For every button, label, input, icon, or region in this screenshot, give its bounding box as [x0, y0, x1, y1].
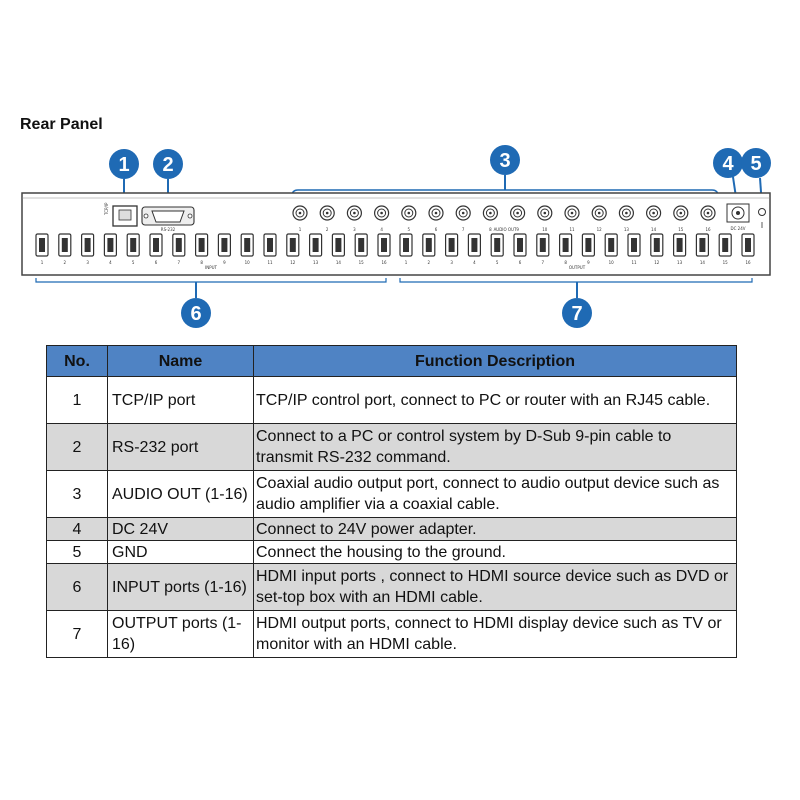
input-label: INPUT: [205, 265, 217, 270]
input-port-number: 4: [109, 260, 112, 265]
audio-port-number: 5: [407, 227, 411, 232]
input-port-number: 11: [267, 260, 273, 265]
output-port-number: 1: [404, 260, 408, 265]
row-description: TCP/IP control port, connect to PC or router with an RJ45 cable.: [254, 377, 737, 424]
audio-port-number: 2: [325, 227, 329, 232]
table-row: [47, 611, 737, 658]
output-port-number: 13: [677, 260, 683, 265]
svg-text:RS-232: RS-232: [160, 227, 176, 232]
audio-port-number: 10: [542, 227, 548, 232]
row-no: 6: [47, 564, 108, 611]
audio-port-number: 7: [461, 227, 465, 232]
row-name: INPUT ports (1-16): [108, 564, 254, 611]
svg-text:2: 2: [162, 154, 174, 176]
row-name: GND: [108, 541, 254, 564]
table-row: [47, 471, 737, 518]
row-description: Connect the housing to the ground.: [254, 541, 737, 564]
input-port-number: 5: [131, 260, 135, 265]
audio-port-number: 3: [353, 227, 356, 232]
input-port-number: 8: [200, 260, 203, 265]
audio-port-number: 4: [380, 227, 383, 232]
input-port-number: 6: [154, 260, 158, 265]
output-port-number: 14: [699, 260, 705, 265]
header-name: Name: [108, 346, 254, 377]
row-description: Connect to a PC or control system by D-Sub 9-pin cable to transmit RS-232 command.: [254, 424, 737, 471]
output-port-number: 8: [564, 260, 567, 265]
output-port-number: 9: [587, 260, 590, 265]
output-label: OUTPUT: [568, 265, 586, 270]
rear-panel-diagram: [0, 140, 800, 340]
header-no: No.: [47, 346, 108, 377]
table-header-row: [47, 346, 737, 377]
output-port-number: 6: [518, 260, 522, 265]
svg-text:DC 24V: DC 24V: [730, 226, 746, 231]
output-port-number: 15: [722, 260, 728, 265]
input-port-number: 2: [63, 260, 67, 265]
output-port-number: 2: [427, 260, 431, 265]
output-port-number: 16: [745, 260, 751, 265]
audio-port-number: 15: [678, 227, 684, 232]
output-port-number: 4: [473, 260, 476, 265]
audio-port-number: 16: [705, 227, 711, 232]
row-description: HDMI output ports, connect to HDMI display device such as TV or monitor with an HDMI cable.: [254, 611, 737, 658]
row-no: 5: [47, 541, 108, 564]
audio-port-number: 1: [298, 227, 302, 232]
callout-3: [292, 145, 718, 196]
row-description: HDMI input ports , connect to HDMI source device such as DVD or set-top box with an HDMI cable.: [254, 564, 737, 611]
input-port-number: 9: [223, 260, 226, 265]
output-port-number: 5: [495, 260, 499, 265]
row-name: TCP/IP port: [108, 377, 254, 424]
table-row: [47, 424, 737, 471]
row-description: Connect to 24V power adapter.: [254, 518, 737, 541]
row-name: DC 24V: [108, 518, 254, 541]
svg-text:TCP/IP: TCP/IP: [104, 202, 109, 215]
input-port-number: 3: [86, 260, 89, 265]
input-port-number: 7: [177, 260, 181, 265]
row-description: Coaxial audio output port, connect to audio output device such as audio amplifier via a coaxial cable.: [254, 471, 737, 518]
audio-port-number: 14: [651, 227, 657, 232]
row-no: 1: [47, 377, 108, 424]
input-port-number: 1: [40, 260, 44, 265]
svg-text:7: 7: [571, 303, 583, 325]
output-port-number: 12: [654, 260, 660, 265]
audio-port-number: 11: [569, 227, 575, 232]
row-no: 4: [47, 518, 108, 541]
callout-6: [181, 298, 211, 328]
header-description: Function Description: [254, 346, 737, 377]
callout-7: [562, 298, 592, 328]
input-port-number: 13: [313, 260, 319, 265]
audio-port-number: 8: [489, 227, 492, 232]
svg-text:5: 5: [750, 153, 762, 175]
svg-text:3: 3: [499, 150, 511, 172]
row-name: AUDIO OUT (1-16): [108, 471, 254, 518]
table-row: [47, 564, 737, 611]
audio-port-number: 6: [434, 227, 438, 232]
svg-text:1: 1: [118, 154, 130, 176]
output-port-number: 7: [541, 260, 545, 265]
input-port-number: 14: [335, 260, 341, 265]
row-name: RS-232 port: [108, 424, 254, 471]
row-no: 7: [47, 611, 108, 658]
table-row: [47, 518, 737, 541]
svg-text:6: 6: [190, 303, 202, 325]
svg-text:4: 4: [722, 153, 734, 175]
input-port-number: 16: [381, 260, 387, 265]
input-port-number: 10: [244, 260, 250, 265]
output-port-number: 3: [450, 260, 453, 265]
audio-out-label: AUDIO OUT: [493, 227, 517, 232]
audio-port-number: 12: [596, 227, 602, 232]
section-heading: Rear Panel: [20, 116, 103, 133]
input-port-number: 15: [358, 260, 364, 265]
audio-port-number: 13: [623, 227, 629, 232]
output-port-number: 10: [608, 260, 614, 265]
table-row: [47, 377, 737, 424]
row-no: 2: [47, 424, 108, 471]
row-no: 3: [47, 471, 108, 518]
output-port-number: 11: [631, 260, 637, 265]
audio-port-number: 9: [516, 227, 519, 232]
row-name: OUTPUT ports (1-16): [108, 611, 254, 658]
table-row: [47, 541, 737, 564]
input-port-number: 12: [290, 260, 296, 265]
function-table: [46, 345, 737, 658]
